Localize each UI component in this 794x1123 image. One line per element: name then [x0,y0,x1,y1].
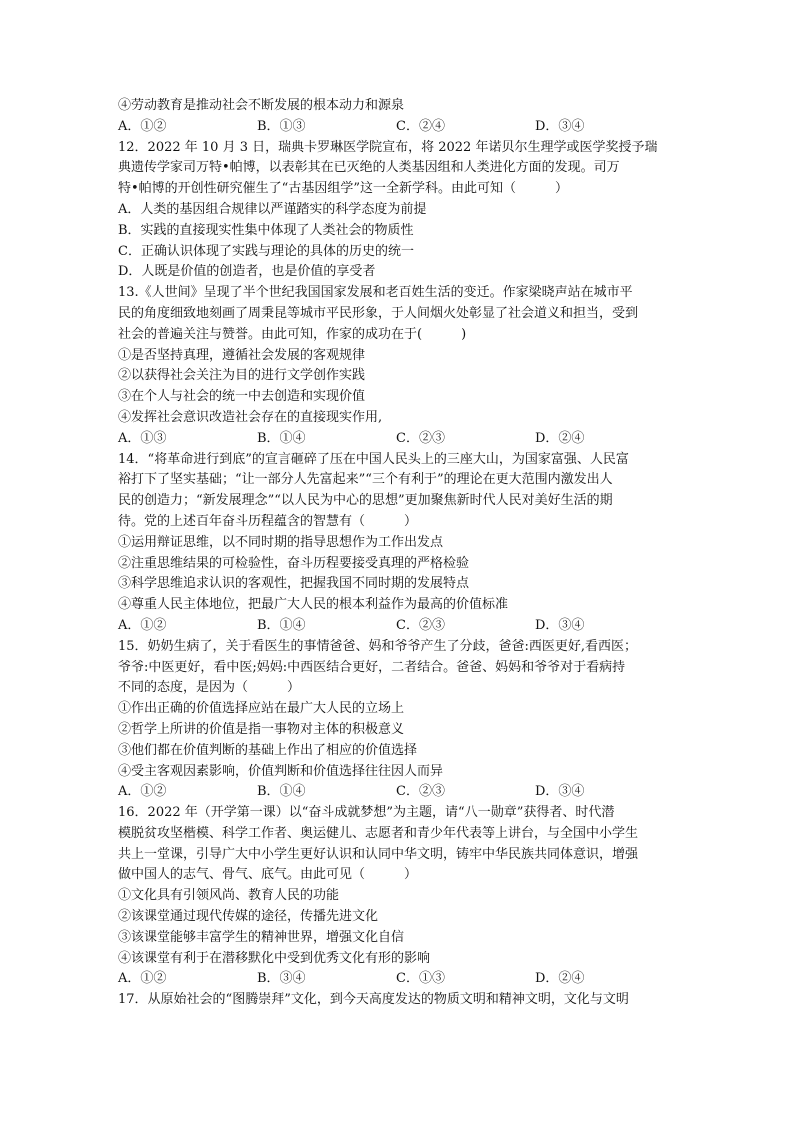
choice-b: B．实践的直接现实性集中体现了人类社会的物质性 [118,222,414,238]
option-b: B．①④ [257,430,306,446]
question-text: 共上一堂课，引导广大中小学生更好认识和认同中华文明，铸牢中华民族共同体意识，增强 [118,846,639,862]
option-a: A．①② [118,784,167,800]
question-17 [118,990,680,1011]
option-a: A．①② [118,617,167,633]
statement-3: ③在个人与社会的统一中去创造和实现价值 [118,389,366,405]
option-c: C．②④ [396,118,445,134]
question-text: 13.《人世间》呈现了半个世纪我国国家发展和老百姓生活的变迁。作家梁晓声站在城市平 [118,285,633,301]
option-d: D．②④ [535,971,585,987]
statement-1: ①文化具有引领风尚、教育人民的功能 [118,888,340,904]
answer-options [118,117,680,138]
option-c: C．②③ [396,784,445,800]
statement-4: ④尊重人民主体地位，把最广大人民的根本利益作为最高的价值标准 [118,597,509,613]
question-15 [118,637,680,803]
question-text: 特•帕博的开创性研究催生了“古基因组学”这一全新学科。由此可知（ ） [118,181,568,197]
question-text: 17．从原始社会的“图腾崇拜”文化，到今天高度发达的物质文明和精神文明，文化与文明 [118,992,629,1008]
statement-4: ④该课堂有利于在潜移默化中受到优秀文化有形的影响 [118,950,431,966]
option-b: B．①④ [257,784,306,800]
statement-2: ②以获得社会关注为目的进行文学创作实践 [118,368,366,384]
statement-2: ②哲学上所讲的价值是指一事物对主体的积极意义 [118,721,405,737]
statement-2: ②注重思维结果的可检验性，奋斗历程要接受真理的严格检验 [118,555,470,571]
exam-page [118,96,680,1011]
question-text: 15．奶奶生病了，关于看医生的事情爸爸、妈和爷爷产生了分歧，爸爸:西医更好,看西医； [118,638,638,654]
option-b: B．①③ [257,118,306,134]
option-b: B．③④ [257,971,306,987]
choice-c: C．正确认识体现了实践与理论的具体的历史的统一 [118,243,414,259]
question-text: 待。党的上述百年奋斗历程蕴含的智慧有（ ） [118,513,418,529]
question-13 [118,283,680,449]
statement-3: ③科学思维追求认识的客观性，把握我国不同时期的发展特点 [118,576,470,592]
statement-3: ③该课堂能够丰富学生的精神世界，增强文化自信 [118,929,405,945]
question-text: 14．“将革命进行到底”的宣言砸碎了压在中国人民头上的三座大山，为国家富强、人民富 [118,451,629,467]
question-text: 裕打下了坚实基础；“让一部分人先富起来”“三个有利于”的理论在更大范围内激发出人 [118,472,613,488]
option-d: D．③④ [535,784,585,800]
question-text: 模脱贫攻坚楷模、科学工作者、奥运健儿、志愿者和青少年代表等上讲台，与全国中小学生 [118,825,639,841]
option-d: D．③④ [535,118,585,134]
statement-1: ①运用辩证思维，以不同时期的指导思想作为工作出发点 [118,534,444,550]
question-text: 社会的普遍关注与赞誉。由此可知，作家的成功在于( ) [118,326,467,342]
statement-3: ③他们都在价值判断的基础上作出了相应的价值选择 [118,742,418,758]
statement-1: ①作出正确的价值选择应站在最广大人民的立场上 [118,701,405,717]
question-14 [118,450,680,637]
option-a: A．①② [118,971,167,987]
option-c: C．②③ [396,430,445,446]
statement-4: ④受主客观因素影响，价值判断和价值选择往往因人而异 [118,763,444,779]
question-text: 12．2022 年 10 月 3 日，瑞典卡罗琳医学院宣布，将 2022 年诺贝尔生理学或医学奖授予瑞 [118,139,658,155]
option-c: C．②③ [396,617,445,633]
question-text: 民的创造力；“新发展理念”“以人民为中心的思想”更加聚焦新时代人民对美好生活的期 [118,493,613,509]
statement-4: ④发挥社会意识改造社会存在的直接现实作用, [118,409,383,425]
question-text: 16．2022 年（开学第一课）以“奋斗成就梦想”为主题，请“八一勋章”获得者、时代潜 [118,805,615,821]
statement-1: ①是否坚持真理，遵循社会发展的客观规律 [118,347,366,363]
option-a: A．①② [118,118,167,134]
question-12 [118,138,680,284]
choice-a: A．人类的基因组合规律以严谨踏实的科学态度为前提 [118,201,427,217]
question-16 [118,803,680,990]
statement-2: ②该课堂通过现代传媒的途径，传播先进文化 [118,909,379,925]
question-text: 不同的态度，是因为（ ） [118,680,301,696]
option-a: A．①③ [118,430,167,446]
option-statement-4: ④劳动教育是推动社会不断发展的根本动力和源泉 [118,98,405,113]
answer-options [118,782,680,803]
question-text: 典遗传学家司万特•帕博，以表彰其在已灭绝的人类基因组和人类进化方面的发现。司万 [118,160,620,176]
option-d: D．③④ [535,617,585,633]
option-c: C．①③ [396,971,445,987]
answer-options [118,969,680,990]
question-text: 做中国人的志气、骨气、底气。由此可见（ ） [118,867,418,883]
answer-options [118,429,680,450]
option-d: D．②④ [535,430,585,446]
choice-d: D．人既是价值的创造者，也是价值的享受者 [118,264,376,280]
answer-options [118,616,680,637]
question-text: 爷爷:中医更好，看中医;妈妈:中西医结合更好，二者结合。爸爸、妈妈和爷爷对于看病持 [118,659,626,675]
question-text: 民的角度细致地刻画了周秉昆等城市平民形象，于人间烟火处彰显了社会道义和担当，受到 [118,305,639,321]
option-b: B．①④ [257,617,306,633]
